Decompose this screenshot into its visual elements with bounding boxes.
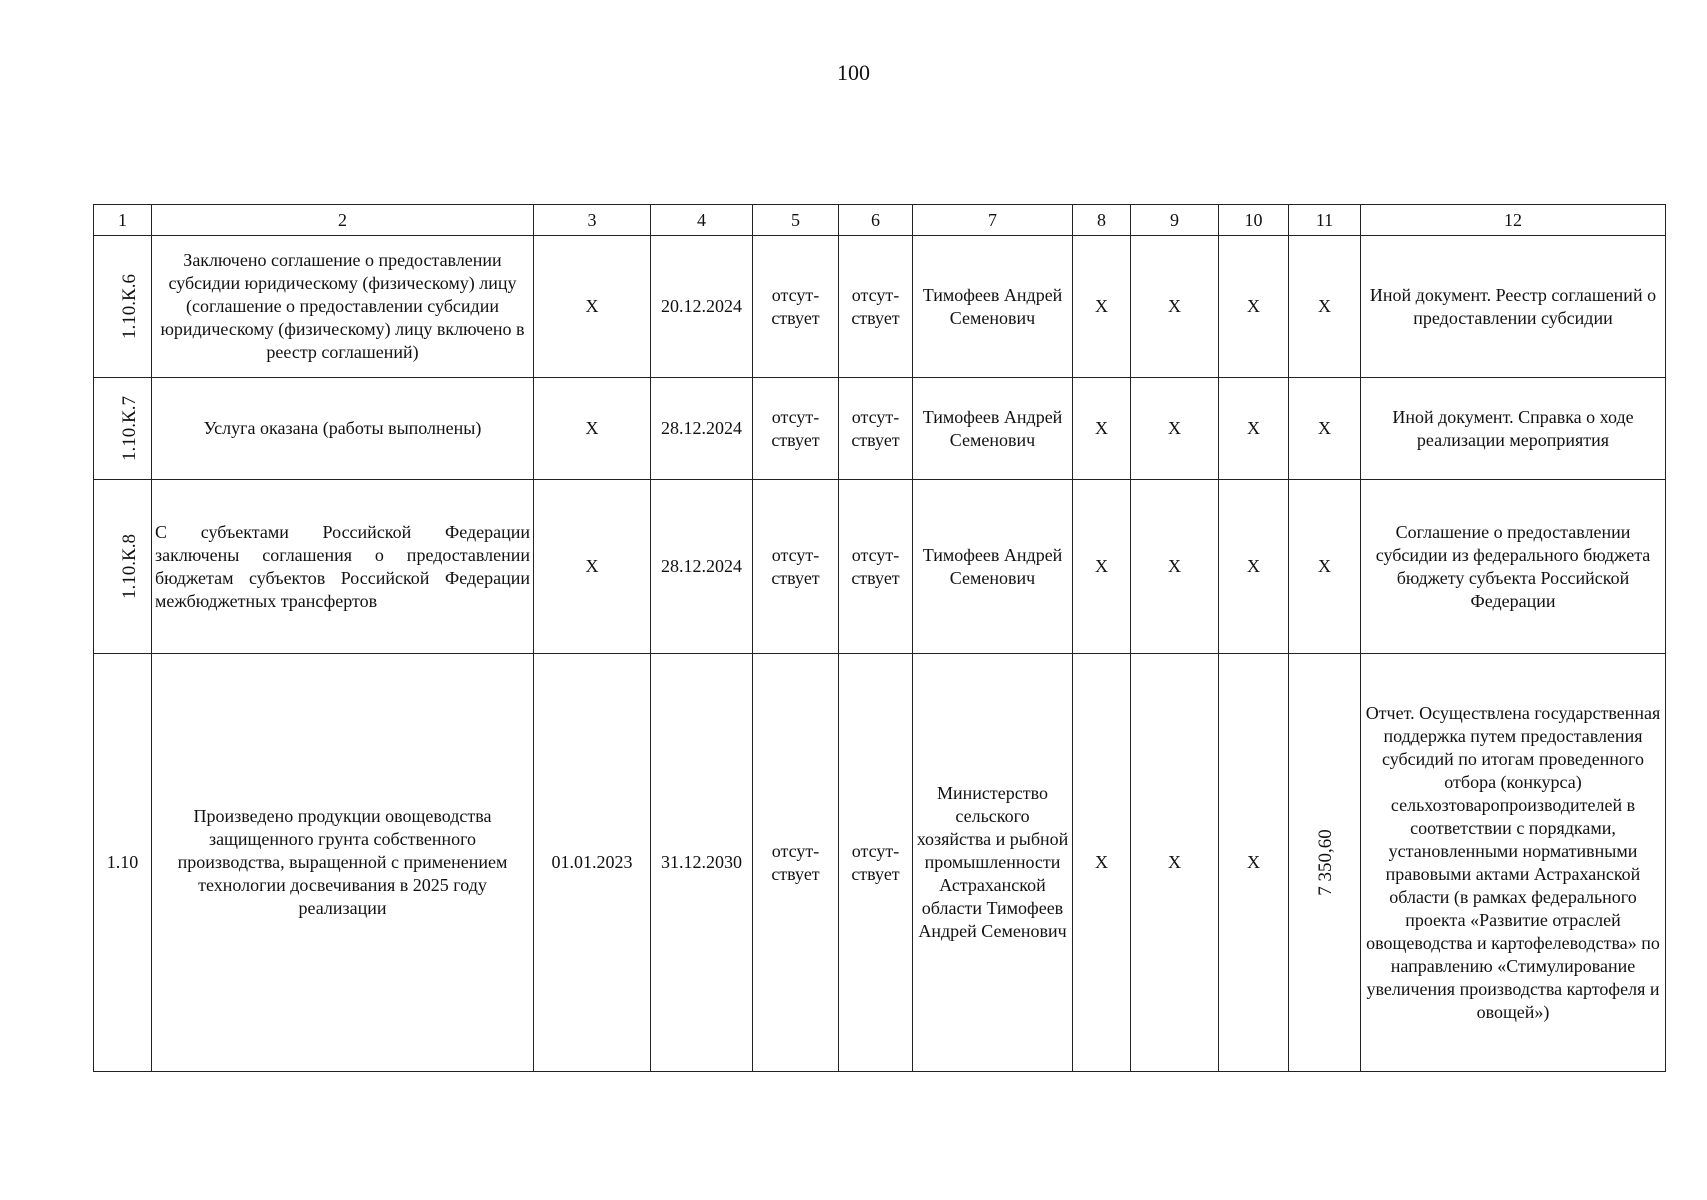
date-cell: 31.12.2030 xyxy=(651,654,753,1072)
cell-col3: X xyxy=(534,378,651,480)
cell-col6: отсут-ствует xyxy=(839,480,913,654)
header-row xyxy=(94,205,1666,236)
cell-col5: отсут-ствует xyxy=(753,480,839,654)
row-id-cell xyxy=(94,236,152,378)
cell-col8: X xyxy=(1073,654,1131,1072)
page-number: 100 xyxy=(837,60,870,85)
cell-col11: X xyxy=(1289,378,1361,480)
responsible-cell: Министерство сельского хозяйства и рыбной промышленности Астраханской области Тимофеев Андрей Семенович xyxy=(913,654,1073,1072)
description-cell: Произведено продукции овощеводства защищенного грунта собственного производства, выращенной с применением технологии досвечивания в 2025 году реализации xyxy=(152,654,534,1072)
cell-col9: X xyxy=(1131,654,1219,1072)
cell-col11: X xyxy=(1289,236,1361,378)
table-row xyxy=(94,654,1666,1072)
date-cell: 20.12.2024 xyxy=(651,236,753,378)
column-header: 11 xyxy=(1289,205,1361,236)
column-header: 1 xyxy=(94,205,152,236)
document-cell: Иной документ. Справка о ходе реализации мероприятия xyxy=(1361,378,1666,480)
cell-col8: X xyxy=(1073,480,1131,654)
cell-col8: X xyxy=(1073,236,1131,378)
table-row xyxy=(94,236,1666,378)
cell-col9: X xyxy=(1131,236,1219,378)
cell-col11 xyxy=(1289,654,1361,1072)
column-header: 5 xyxy=(753,205,839,236)
cell-col10: X xyxy=(1219,378,1289,480)
column-header: 7 xyxy=(913,205,1073,236)
cell-col10: X xyxy=(1219,236,1289,378)
row-id-cell xyxy=(94,654,152,1072)
row-id: 1.10.К.8 xyxy=(118,534,140,599)
description-cell: Услуга оказана (работы выполнены) xyxy=(152,378,534,480)
document-cell: Иной документ. Реестр соглашений о предоставлении субсидии xyxy=(1361,236,1666,378)
column-header: 10 xyxy=(1219,205,1289,236)
cell-col8: X xyxy=(1073,378,1131,480)
row-id-cell xyxy=(94,480,152,654)
cell-col9: X xyxy=(1131,378,1219,480)
row-id: 1.10 xyxy=(106,852,139,872)
row-id: 1.10.К.7 xyxy=(118,396,140,461)
description-cell: С субъектами Российской Федерации заключены соглашения о предоставлении бюджетам субъектов Российской Федерации межбюджетных трансфертов xyxy=(152,480,534,654)
date-cell: 28.12.2024 xyxy=(651,480,753,654)
row-id: 1.10.К.6 xyxy=(118,274,140,339)
document-cell: Отчет. Осуществлена государственная поддержка путем предоставления субсидий по итогам проведенного отбора (конкурса) сельхозтоваропроизводителей в соответствии с порядками, установленными нормативными правовыми актами Астраханской области (в рамках федерального проекта «Развитие отраслей овощеводства и картофелеводства» по направлению «Стимулирование увеличения производства картофеля и овощей») xyxy=(1361,654,1666,1072)
date-cell: 28.12.2024 xyxy=(651,378,753,480)
column-header: 2 xyxy=(152,205,534,236)
column-header: 3 xyxy=(534,205,651,236)
column-header: 6 xyxy=(839,205,913,236)
cell-col3: X xyxy=(534,480,651,654)
responsible-cell: Тимофеев Андрей Семенович xyxy=(913,480,1073,654)
row-id-cell xyxy=(94,378,152,480)
cell-col6: отсут-ствует xyxy=(839,236,913,378)
cell-col9: X xyxy=(1131,480,1219,654)
column-header: 9 xyxy=(1131,205,1219,236)
amount-value: 7 350,60 xyxy=(1314,829,1336,896)
table-row xyxy=(94,480,1666,654)
cell-col10: X xyxy=(1219,654,1289,1072)
cell-col5: отсут-ствует xyxy=(753,378,839,480)
responsible-cell: Тимофеев Андрей Семенович xyxy=(913,378,1073,480)
cell-col10: X xyxy=(1219,480,1289,654)
document-cell: Соглашение о предоставлении субсидии из федерального бюджета бюджету субъекта Российской Федерации xyxy=(1361,480,1666,654)
column-header: 12 xyxy=(1361,205,1666,236)
cell-col3: X xyxy=(534,236,651,378)
cell-col6: отсут-ствует xyxy=(839,378,913,480)
cell-col11: X xyxy=(1289,480,1361,654)
cell-col5: отсут-ствует xyxy=(753,236,839,378)
column-header: 4 xyxy=(651,205,753,236)
plan-table xyxy=(93,204,1666,1072)
column-header: 8 xyxy=(1073,205,1131,236)
description-cell: Заключено соглашение о предоставлении субсидии юридическому (физическому) лицу (соглашение о предоставлении субсидии юридическому (физическому) лицу включено в реестр соглашений) xyxy=(152,236,534,378)
start-date-cell: 01.01.2023 xyxy=(534,654,651,1072)
responsible-cell: Тимофеев Андрей Семенович xyxy=(913,236,1073,378)
cell-col6: отсут-ствует xyxy=(839,654,913,1072)
cell-col5: отсут-ствует xyxy=(753,654,839,1072)
table-row xyxy=(94,378,1666,480)
